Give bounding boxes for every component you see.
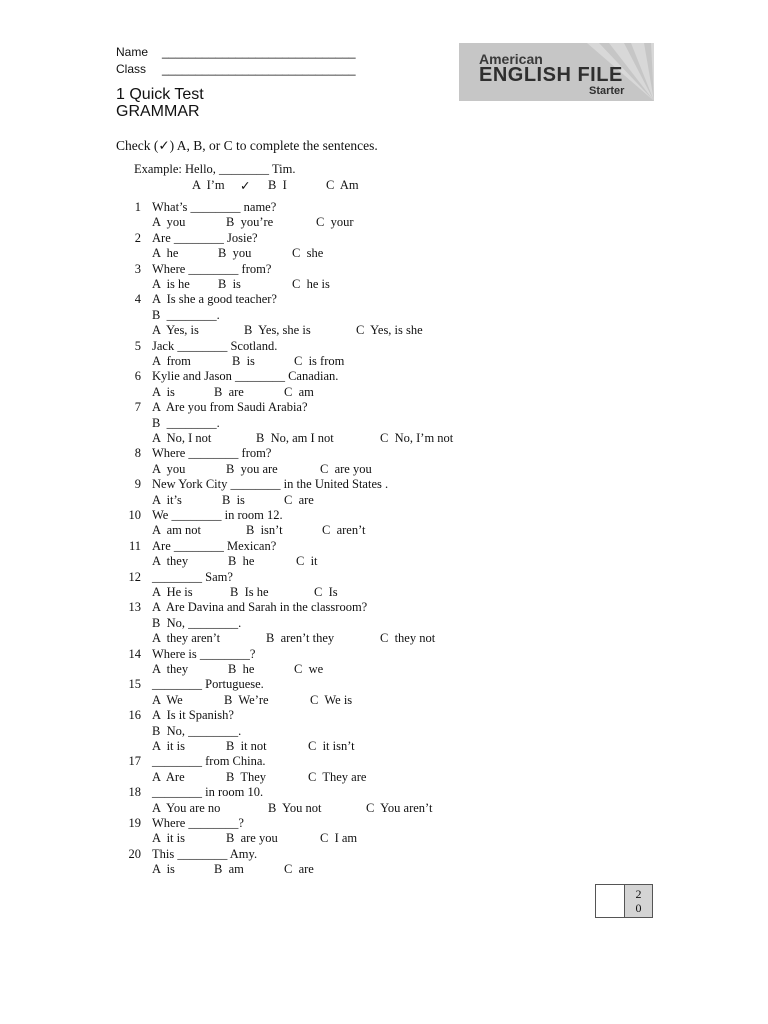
class-label: Class xyxy=(116,62,147,76)
example-sentence: Example: Hello, ________ Tim. xyxy=(134,162,296,176)
question-text: ________ Sam? xyxy=(152,569,233,584)
question-text: Are ________ Mexican? xyxy=(152,538,277,553)
question-text: ________ from China. xyxy=(152,754,266,769)
answer-option-b[interactable]: B he xyxy=(228,554,255,569)
answer-option-c[interactable]: C are xyxy=(284,492,314,507)
answer-option-a[interactable]: A he xyxy=(152,246,179,261)
answer-option-a[interactable]: A it is xyxy=(152,831,185,846)
answer-option-b[interactable]: B is xyxy=(232,354,255,368)
question-text: This ________ Amy. xyxy=(152,846,258,861)
answer-option-b[interactable]: B you xyxy=(218,246,252,261)
question-number: 18 xyxy=(128,785,141,800)
answer-option-c[interactable]: C is from xyxy=(294,354,345,368)
answer-option-b[interactable]: B are you xyxy=(226,831,278,846)
answer-option-a[interactable]: A No, I not xyxy=(152,431,212,445)
answer-option-b[interactable]: B is xyxy=(218,277,241,291)
answer-option-b[interactable]: B We’re xyxy=(224,692,269,707)
logo-line-starter: Starter xyxy=(589,85,625,97)
question-number: 5 xyxy=(134,338,141,353)
question-number: 14 xyxy=(128,646,141,661)
example-option-a: A I’m xyxy=(192,178,225,192)
name-field[interactable]: _____________________________ xyxy=(162,45,356,59)
answer-option-b[interactable]: B it not xyxy=(226,739,267,753)
answer-option-c[interactable]: C We is xyxy=(310,692,353,707)
question-number: 7 xyxy=(134,400,141,415)
answer-option-c[interactable]: C it xyxy=(296,554,318,569)
answer-option-a[interactable]: A you xyxy=(152,215,186,230)
logo-line-english-file: ENGLISH FILE xyxy=(479,64,623,86)
answer-option-c[interactable]: C No, I’m not xyxy=(380,431,454,445)
answer-option-a[interactable]: A is xyxy=(152,384,175,399)
page-subtitle: GRAMMAR xyxy=(116,103,200,120)
score-entry-cell[interactable] xyxy=(596,885,625,917)
logo-line-american: American xyxy=(479,51,543,67)
answer-option-a[interactable]: A it’s xyxy=(152,492,182,507)
question-number: 1 xyxy=(134,200,141,214)
answer-option-c[interactable]: C aren’t xyxy=(322,523,366,538)
question-text: New York City ________ in the United States . xyxy=(152,477,389,492)
answer-option-b[interactable]: B isn’t xyxy=(246,523,283,538)
answer-option-c[interactable]: C They are xyxy=(308,769,367,784)
example-option-b: B I xyxy=(268,178,287,192)
answer-option-b[interactable]: B You not xyxy=(268,800,322,815)
answer-option-c[interactable]: C it isn’t xyxy=(308,739,355,753)
question-number: 17 xyxy=(128,754,141,769)
score-total-digit-1: 2 xyxy=(635,887,642,901)
example-option-c: C Am xyxy=(326,178,359,192)
answer-option-b[interactable]: B No, am I not xyxy=(256,431,334,445)
answer-option-c[interactable]: C You aren’t xyxy=(366,800,433,815)
question-number: 13 xyxy=(128,600,141,615)
answer-option-b[interactable]: B They xyxy=(226,769,267,784)
question-number: 15 xyxy=(128,677,141,692)
page-title: 1 Quick Test xyxy=(116,86,204,103)
question-text: Are ________ Josie? xyxy=(152,230,258,245)
question-number: 2 xyxy=(134,230,141,245)
answer-option-a[interactable]: A from xyxy=(152,354,191,368)
answer-option-a[interactable]: A am not xyxy=(152,523,201,538)
answer-option-b[interactable]: B aren’t they xyxy=(266,631,335,646)
answer-option-a[interactable]: A is xyxy=(152,862,175,877)
score-total-cell xyxy=(625,885,652,917)
answer-option-b[interactable]: B Is he xyxy=(230,585,269,599)
question-text: Jack ________ Scotland. xyxy=(152,338,278,353)
question-text: We ________ in room 12. xyxy=(152,508,283,522)
question-text: A Is she a good teacher? xyxy=(152,292,277,307)
question-text: What’s ________ name? xyxy=(152,200,277,214)
score-total-digit-2: 0 xyxy=(635,901,642,915)
question-text: A Are you from Saudi Arabia? xyxy=(152,400,308,415)
answer-option-b[interactable]: B Yes, she is xyxy=(244,323,311,338)
class-field[interactable]: _____________________________ xyxy=(162,62,356,76)
answer-option-a[interactable]: A they xyxy=(152,662,189,676)
answer-option-c[interactable]: C we xyxy=(294,662,324,676)
answer-option-c[interactable]: C are xyxy=(284,862,314,877)
answer-option-c[interactable]: C Is xyxy=(314,585,338,599)
question-text: B ________. xyxy=(152,307,220,322)
question-number: 9 xyxy=(134,477,141,492)
answer-option-b[interactable]: B you’re xyxy=(226,215,274,230)
question-text: B No, ________. xyxy=(152,723,242,738)
answer-option-c[interactable]: C she xyxy=(292,246,324,261)
question-text: A Are Davina and Sarah in the classroom? xyxy=(152,600,368,615)
question-text: Kylie and Jason ________ Canadian. xyxy=(152,369,339,384)
answer-option-b[interactable]: B he xyxy=(228,662,255,676)
question-text: Where ________ from? xyxy=(152,261,272,276)
question-number: 3 xyxy=(134,261,141,276)
name-label: Name xyxy=(116,45,149,59)
answer-option-b[interactable]: B are xyxy=(214,384,244,399)
question-number: 16 xyxy=(128,708,141,723)
answer-option-c[interactable]: C he is xyxy=(292,277,330,291)
instruction-text: Check (✓) A, B, or C to complete the sentences. xyxy=(116,138,378,153)
question-text: Where is ________? xyxy=(152,646,256,661)
question-text: A Is it Spanish? xyxy=(152,708,234,723)
question-number: 8 xyxy=(134,446,141,461)
question-number: 6 xyxy=(134,369,141,384)
answer-option-a[interactable]: A they aren’t xyxy=(152,631,221,646)
question-text: Where ________? xyxy=(152,816,244,830)
answer-option-a[interactable]: A We xyxy=(152,692,183,707)
question-text: ________ in room 10. xyxy=(152,785,264,800)
answer-option-c[interactable]: C your xyxy=(316,215,354,230)
question-number: 20 xyxy=(128,846,141,861)
answer-option-c[interactable]: C are you xyxy=(320,461,372,476)
answer-option-a[interactable]: A Yes, is xyxy=(152,323,199,338)
question-number: 19 xyxy=(128,816,141,830)
answer-option-a[interactable]: A is he xyxy=(152,277,190,291)
answer-option-b[interactable]: B am xyxy=(214,862,244,877)
answer-option-c[interactable]: C I am xyxy=(320,831,358,846)
answer-option-a[interactable]: A you xyxy=(152,461,186,476)
question-text: B No, ________. xyxy=(152,615,242,630)
question-number: 10 xyxy=(128,508,141,522)
question-text: ________ Portuguese. xyxy=(152,677,264,692)
question-number: 4 xyxy=(134,292,141,307)
score-box xyxy=(595,884,653,918)
question-text: Where ________ from? xyxy=(152,446,272,461)
answer-option-a[interactable]: A You are no xyxy=(152,800,221,815)
answer-option-a[interactable]: A Are xyxy=(152,769,185,784)
answer-option-a[interactable]: A it is xyxy=(152,739,185,753)
answer-option-c[interactable]: C Yes, is she xyxy=(356,323,423,338)
answer-option-b[interactable]: B you are xyxy=(226,461,278,476)
check-mark-icon: ✓ xyxy=(240,179,251,193)
answer-option-b[interactable]: B is xyxy=(222,492,245,507)
answer-option-a[interactable]: A they xyxy=(152,554,189,569)
question-text: B ________. xyxy=(152,415,220,430)
question-number: 11 xyxy=(128,538,141,553)
question-number: 12 xyxy=(128,569,141,584)
answer-option-c[interactable]: C am xyxy=(284,384,314,399)
answer-option-c[interactable]: C they not xyxy=(380,631,436,646)
answer-option-a[interactable]: A He is xyxy=(152,585,193,599)
